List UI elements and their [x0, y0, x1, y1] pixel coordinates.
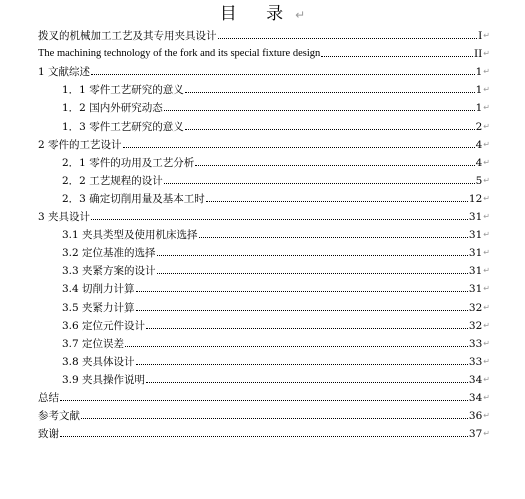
toc-entry[interactable]	[38, 405, 490, 423]
toc-entry[interactable]	[38, 278, 490, 296]
paragraph-mark-icon: ↵	[483, 320, 490, 330]
toc-entry-page-number: 1	[475, 66, 483, 79]
toc-entry-page-number: 31	[468, 265, 483, 278]
toc-dot-leader	[146, 382, 468, 383]
toc-entry-page-number: 2	[475, 120, 483, 133]
toc-entry-label: 参考文献	[38, 410, 80, 423]
toc-dot-leader	[164, 183, 475, 184]
toc-entry[interactable]	[38, 242, 490, 260]
toc-entry-label: 3.5 夹紧力计算	[62, 301, 135, 314]
toc-entry-label: 3.7 定位误差	[62, 337, 125, 350]
toc-entry[interactable]	[38, 25, 490, 43]
toc-entry-label: 3.9 夹具操作说明	[62, 373, 146, 386]
paragraph-mark-icon: ↵	[483, 175, 490, 185]
toc-entry-page-number: 32	[468, 301, 483, 314]
toc-entry-page-number: 36	[468, 410, 483, 423]
toc-entry-page-number: 34	[468, 373, 483, 386]
toc-entry-page-number: II	[474, 48, 483, 61]
toc-entry-label: 2．1 零件的功用及工艺分析	[62, 156, 195, 169]
toc-entry[interactable]	[38, 206, 490, 224]
toc-dot-leader	[218, 38, 478, 39]
toc-dot-leader	[91, 74, 475, 75]
paragraph-mark-icon: ↵	[483, 49, 490, 59]
paragraph-mark-icon: ↵	[483, 248, 490, 258]
paragraph-mark-icon: ↵	[483, 103, 490, 113]
toc-dot-leader	[60, 400, 468, 401]
paragraph-mark-icon: ↵	[483, 139, 490, 149]
toc-dot-leader	[157, 273, 468, 274]
paragraph-mark-icon: ↵	[483, 411, 490, 421]
paragraph-mark-icon: ↵	[483, 302, 490, 312]
toc-entry[interactable]	[38, 97, 490, 115]
toc-dot-leader	[136, 310, 468, 311]
paragraph-mark-icon: ↵	[483, 31, 490, 41]
title-text: 目 录	[219, 4, 296, 24]
paragraph-mark-icon: ↵	[483, 230, 490, 240]
toc-entry-label: 3.6 定位元件设计	[62, 319, 146, 332]
toc-entry-label: 拨叉的机械加工工艺及其专用夹具设计	[38, 30, 217, 43]
toc-entry[interactable]	[38, 224, 490, 242]
toc-entry-page-number: 12	[468, 192, 483, 205]
paragraph-mark-icon: ↵	[483, 67, 490, 77]
toc-entry[interactable]	[38, 61, 490, 79]
toc-entry-label: 致谢	[38, 428, 59, 441]
toc-entry-page-number: 31	[468, 229, 483, 242]
toc-dot-leader	[199, 237, 468, 238]
paragraph-mark-icon: ↵	[483, 157, 490, 167]
toc-entry-label: 3.8 夹具体设计	[62, 355, 135, 368]
paragraph-mark-icon: ↵	[483, 284, 490, 294]
toc-dot-leader	[185, 129, 475, 130]
toc-dot-leader	[164, 110, 475, 111]
toc-entry-page-number: 34	[468, 391, 483, 404]
toc-dot-leader	[206, 201, 468, 202]
toc-entry[interactable]	[38, 315, 490, 333]
toc-dot-leader	[157, 255, 468, 256]
toc-entry-label: 3 夹具设计	[38, 211, 91, 224]
toc-entry-page-number: 37	[468, 428, 483, 441]
paragraph-mark-icon: ↵	[483, 193, 490, 203]
toc-entry-label: 1．3 零件工艺研究的意义	[62, 120, 184, 133]
paragraph-mark-icon: ↵	[483, 374, 490, 384]
toc-entry[interactable]	[38, 79, 490, 97]
paragraph-mark-icon: ↵	[483, 392, 490, 402]
toc-dot-leader	[136, 364, 468, 365]
toc-entry[interactable]	[38, 333, 490, 351]
toc-entry-label: 3.4 切削力计算	[62, 283, 135, 296]
toc-entry[interactable]	[38, 152, 490, 170]
toc-entry-page-number: 33	[468, 337, 483, 350]
toc-entry-label: 3.3 夹紧方案的设计	[62, 265, 156, 278]
toc-dot-leader	[321, 56, 473, 57]
toc-dot-leader	[125, 346, 468, 347]
toc-dot-leader	[146, 328, 468, 329]
toc-dot-leader	[195, 165, 474, 166]
toc-entry-page-number: 5	[475, 174, 483, 187]
toc-entry-page-number: 4	[475, 156, 483, 169]
paragraph-mark-icon: ↵	[483, 429, 490, 439]
toc-dot-leader	[185, 92, 475, 93]
toc-entry-label: 1 文献综述	[38, 66, 91, 79]
toc-entry[interactable]	[38, 134, 490, 152]
toc-entry-label: 3.2 定位基准的选择	[62, 247, 156, 260]
toc-entry[interactable]	[38, 260, 490, 278]
toc-entry-page-number: 31	[468, 283, 483, 296]
toc-entry-page-number: 4	[475, 138, 483, 151]
toc-entry-page-number: 33	[468, 355, 483, 368]
toc-entry-page-number: 1	[475, 102, 483, 115]
toc-entry-label: 1．2 国内外研究动态	[62, 102, 163, 115]
page-title	[0, 3, 525, 26]
paragraph-mark-icon: ↵	[483, 85, 490, 95]
toc-entry[interactable]	[38, 423, 490, 441]
toc-entry-label: 2．3 确定切削用量及基本工时	[62, 192, 205, 205]
toc-entry[interactable]	[38, 296, 490, 314]
toc-dot-leader	[81, 418, 468, 419]
toc-entry-page-number: I	[478, 30, 483, 43]
toc-entry[interactable]	[38, 115, 490, 133]
toc-entry-label: 2 零件的工艺设计	[38, 138, 122, 151]
toc-entry[interactable]	[38, 188, 490, 206]
toc-entry[interactable]	[38, 369, 490, 387]
table-of-contents	[38, 25, 490, 441]
toc-entry-page-number: 1	[475, 84, 483, 97]
toc-entry-label: 1．1 零件工艺研究的意义	[62, 84, 184, 97]
toc-entry-label: The machining technology of the fork and its special fixture design	[38, 48, 321, 60]
toc-dot-leader	[123, 147, 475, 148]
toc-entry[interactable]	[38, 170, 490, 188]
toc-entry-label: 3.1 夹具类型及使用机床选择	[62, 229, 198, 242]
toc-entry-page-number: 32	[468, 319, 483, 332]
toc-entry-label: 2．2 工艺规程的设计	[62, 174, 163, 187]
toc-dot-leader	[60, 436, 468, 437]
paragraph-mark-icon: ↵	[483, 266, 490, 276]
paragraph-mark-icon: ↵	[483, 338, 490, 348]
toc-dot-leader	[136, 291, 468, 292]
paragraph-mark-icon: ↵	[483, 212, 490, 222]
toc-dot-leader	[91, 219, 468, 220]
toc-entry-page-number: 31	[468, 211, 483, 224]
paragraph-mark-icon: ↵	[483, 121, 490, 131]
toc-entry-label: 总结	[38, 391, 59, 404]
paragraph-mark-icon: ↵	[483, 356, 490, 366]
toc-entry[interactable]	[38, 43, 490, 61]
paragraph-mark-icon: ↵	[295, 8, 306, 22]
toc-entry[interactable]	[38, 387, 490, 405]
toc-entry[interactable]	[38, 351, 490, 369]
toc-entry-page-number: 31	[468, 247, 483, 260]
